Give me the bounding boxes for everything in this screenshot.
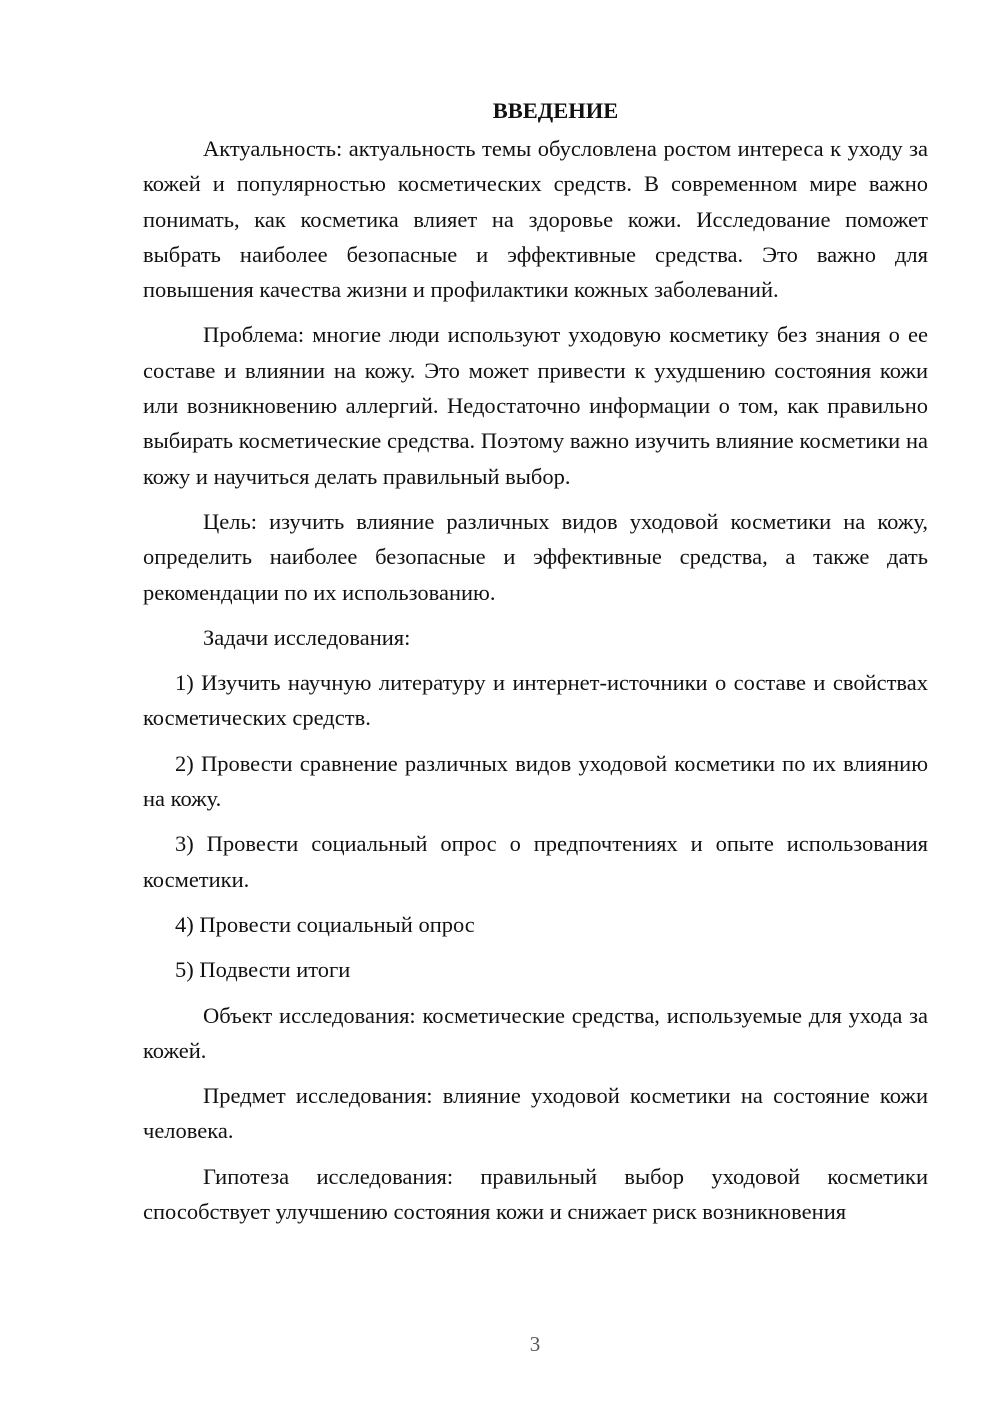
task-item-2: 2) Провести сравнение различных видов уходовой косметики по их влиянию на кожу. [143, 750, 928, 812]
paragraph-subject: Предмет исследования: влияние уходовой косметики на состояние кожи человека. [143, 1083, 928, 1144]
paragraph-relevance: Актуальность: актуальность темы обусловлена ростом интереса к уходу за кожей и популярностью косметических средств. В современном мире важно понимать, как косметика влияет на здоровье кожи. Исследование поможет выбрать наиболее безопасные и эффективные средства. Это важно для повышения качества жизни и профилактики кожных заболеваний. [143, 136, 928, 303]
document-body [143, 93, 928, 1229]
paragraph-hypothesis: Гипотеза исследования: правильный выбор уходовой косметики способствует улучшению состояния кожи и снижает риск возникновения [143, 1163, 928, 1225]
paragraph-tasks-heading: Задачи исследования: [203, 624, 411, 650]
paragraph-goal: Цель: изучить влияние различных видов уходовой косметики на кожу, определить наиболее безопасные и эффективные средства, а также дать рекомендации по их использованию. [143, 508, 928, 605]
page-number: 3 [529, 1332, 541, 1356]
task-item-3: 3) Провести социальный опрос о предпочтениях и опыте использования косметики. [143, 831, 928, 892]
page-title: ВВЕДЕНИЕ [492, 98, 619, 123]
task-item-5: 5) Подвести итоги [175, 957, 351, 983]
paragraph-object: Объект исследования: косметические средства, используемые для ухода за кожей. [143, 1002, 928, 1063]
task-item-4: 4) Провести социальный опрос [175, 911, 475, 937]
paragraph-problem: Проблема: многие люди используют уходовую косметику без знания о ее составе и влиянии на кожу. Это может привести к ухудшению состояния кожи или возникновению аллергий. Недостаточно информации о том, как правильно выбирать косметические средства. Поэтому важно изучить влияние косметики на кожу и научиться делать правильный выбор. [143, 322, 928, 489]
task-item-1: 1) Изучить научную литературу и интернет-источники о составе и свойствах косметических средств. [143, 670, 928, 731]
